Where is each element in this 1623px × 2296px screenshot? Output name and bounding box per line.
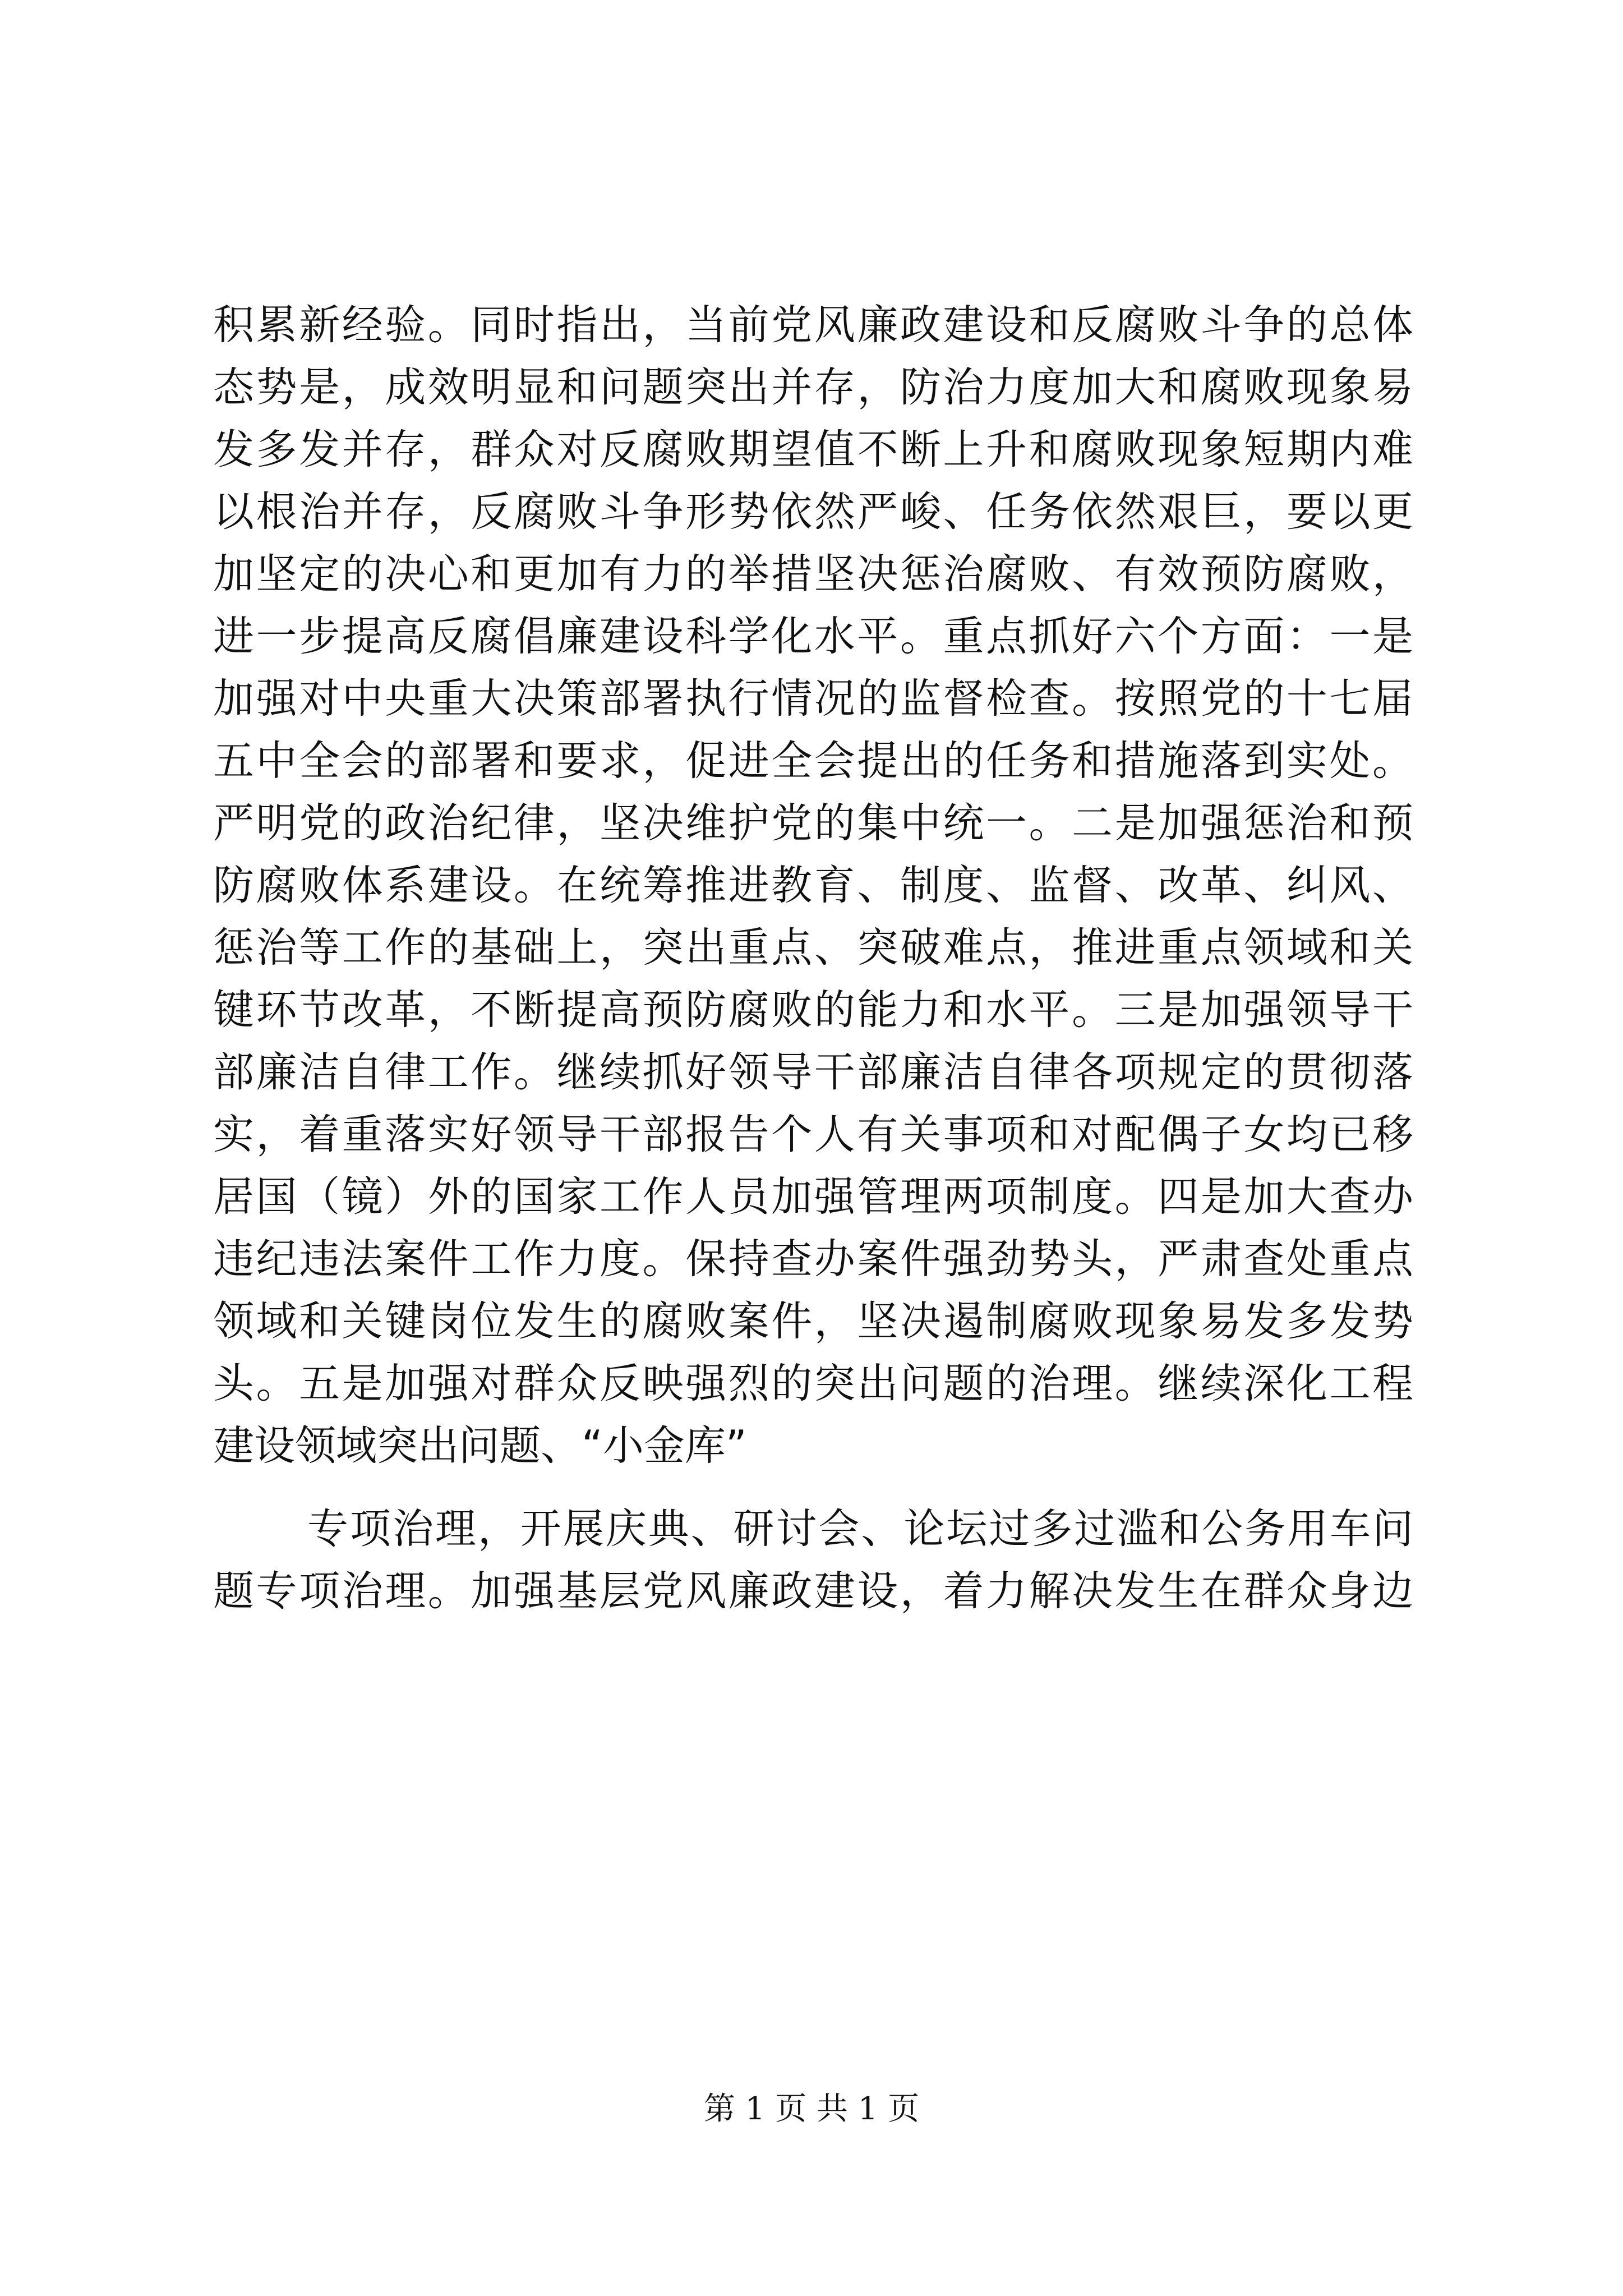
text-line-2: 态势是，成效明显和问题突出并存，防治力度加大和腐败现象易 — [213, 364, 1413, 411]
text-line-18: 头。五是加强对群众反映强烈的突出问题的治理。继续深化工程 — [213, 1360, 1413, 1407]
text-line-6: 进一步提高反腐倡廉建设科学化水平。重点抓好六个方面：一是 — [213, 613, 1413, 660]
text-line-16: 违纪违法案件工作力度。保持查办案件强劲势头，严肃查处重点 — [213, 1235, 1413, 1283]
text-line-5: 加坚定的决心和更加有力的举措坚决惩治腐败、有效预防腐败， — [213, 550, 1413, 598]
text-line-11: 惩治等工作的基础上，突出重点、突破难点，推进重点领域和关 — [213, 924, 1413, 972]
text-line-8: 五中全会的部署和要求，促进全会提出的任务和措施落到实处。 — [213, 737, 1413, 785]
text-line-17: 领域和关键岗位发生的腐败案件，坚决遏制腐败现象易发多发势 — [213, 1297, 1413, 1345]
text-line-4: 以根治并存，反腐败斗争形势依然严峻、任务依然艰巨，要以更 — [213, 488, 1413, 536]
text-line-9: 严明党的政治纪律，坚决维护党的集中统一。二是加强惩治和预 — [213, 799, 1413, 847]
text-line-1: 积累新经验。同时指出，当前党风廉政建设和反腐败斗争的总体 — [213, 301, 1413, 349]
text-line-14: 实，着重落实好领导干部报告个人有关事项和对配偶子女均已移 — [213, 1111, 1413, 1158]
paragraph-2-line-2: 题专项治理。加强基层党风廉政建设，着力解决发生在群众身边 — [213, 1567, 1413, 1615]
text-line-12: 键环节改革，不断提高预防腐败的能力和水平。三是加强领导干 — [213, 986, 1413, 1034]
paragraph-2-line-1: 专项治理，开展庆典、研讨会、论坛过多过滥和公务用车问 — [307, 1505, 1413, 1553]
text-line-7: 加强对中央重大决策部署执行情况的监督检查。按照党的十七届 — [213, 675, 1413, 723]
text-line-19: 建设领域突出问题、“小金库” — [213, 1422, 747, 1470]
text-line-13: 部廉洁自律工作。继续抓好领导干部廉洁自律各项规定的贯彻落 — [213, 1048, 1413, 1096]
text-line-10: 防腐败体系建设。在统筹推进教育、制度、监督、改革、纠风、 — [213, 862, 1413, 909]
text-line-15: 居国（镜）外的国家工作人员加强管理两项制度。四是加大查办 — [213, 1173, 1413, 1221]
text-line-3: 发多发并存，群众对反腐败期望值不断上升和腐败现象短期内难 — [213, 426, 1413, 473]
page-number-footer: 第 1 页 共 1 页 — [703, 2091, 920, 2127]
